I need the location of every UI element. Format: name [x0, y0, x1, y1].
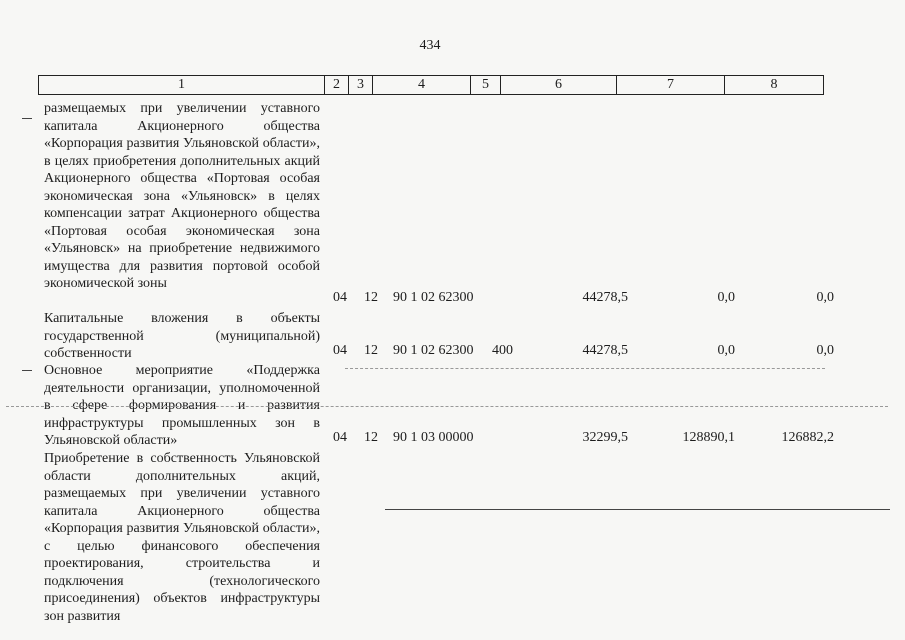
row-2-c2: 04 — [333, 343, 347, 358]
page-number: 434 — [419, 38, 441, 53]
header-col-5: 5 — [471, 76, 501, 94]
scan-rule — [6, 406, 888, 407]
header-col-8: 8 — [770, 77, 778, 92]
header-col-1: 1 — [39, 76, 325, 94]
row-1-description: размещаемых при увеличении уставного капитала Акционерного общества «Корпорация развития Ульяновской области», в целях приобретения дополнительных акций Акционерного общества «Портовая особая экономическая зона «Ульяновск» в целях компенсации затрат Акционерного общества «Портовая особая экономическая зона «Ульяновск» на приобретение недвижимого имущества для развития портовой особой экономической зоны — [44, 101, 320, 291]
scan-rule — [385, 509, 890, 510]
row-4-description: Приобретение в собственность Ульяновской области дополнительных акций, размещаемых при увеличении уставного капитала Акционерного общества «Корпорация развития Ульяновской области», с целью финансового обеспечения проектирования, строительства и подключения (технологического присоединения) объектов инфраструктуры зон развития — [44, 451, 320, 624]
margin-mark — [22, 118, 32, 119]
margin-mark — [22, 370, 32, 371]
row-1-c6: 44278,5 — [582, 290, 628, 305]
row-1-c3: 12 — [364, 290, 378, 305]
row-2-description: Капитальные вложения в объекты государственной (муниципальной) собственности — [44, 311, 320, 361]
header-col-7: 7 — [617, 76, 725, 94]
row-3-c3: 12 — [364, 430, 378, 445]
header-col-2: 2 — [325, 76, 349, 94]
row-3-c4: 90 1 03 00000 — [393, 430, 474, 445]
row-1-c2: 04 — [333, 290, 347, 305]
row-2-c7: 0,0 — [717, 343, 735, 358]
row-2-c8: 0,0 — [816, 343, 834, 358]
header-col-6: 6 — [501, 76, 617, 94]
row-2-c3: 12 — [364, 343, 378, 358]
row-3-description: Основное мероприятие «Поддержка деятельности организации, уполномоченной в сфере формирования и развития инфраструктуры промышленных зон в Ульяновской области» — [44, 363, 320, 448]
header-col-3: 3 — [349, 76, 373, 94]
row-3-c6: 32299,5 — [582, 430, 628, 445]
row-3-c7: 128890,1 — [682, 430, 735, 445]
row-1-c8: 0,0 — [816, 290, 834, 305]
row-1-c4: 90 1 02 62300 — [393, 290, 474, 305]
table-header — [38, 75, 824, 95]
row-1-c7: 0,0 — [717, 290, 735, 305]
scan-rule — [345, 368, 825, 369]
row-3-c8: 126882,2 — [781, 430, 834, 445]
header-col-4: 4 — [373, 76, 471, 94]
row-2-c4: 90 1 02 62300 — [393, 343, 474, 358]
row-2-c5: 400 — [492, 343, 513, 358]
row-3-c2: 04 — [333, 430, 347, 445]
row-2-c6: 44278,5 — [582, 343, 628, 358]
